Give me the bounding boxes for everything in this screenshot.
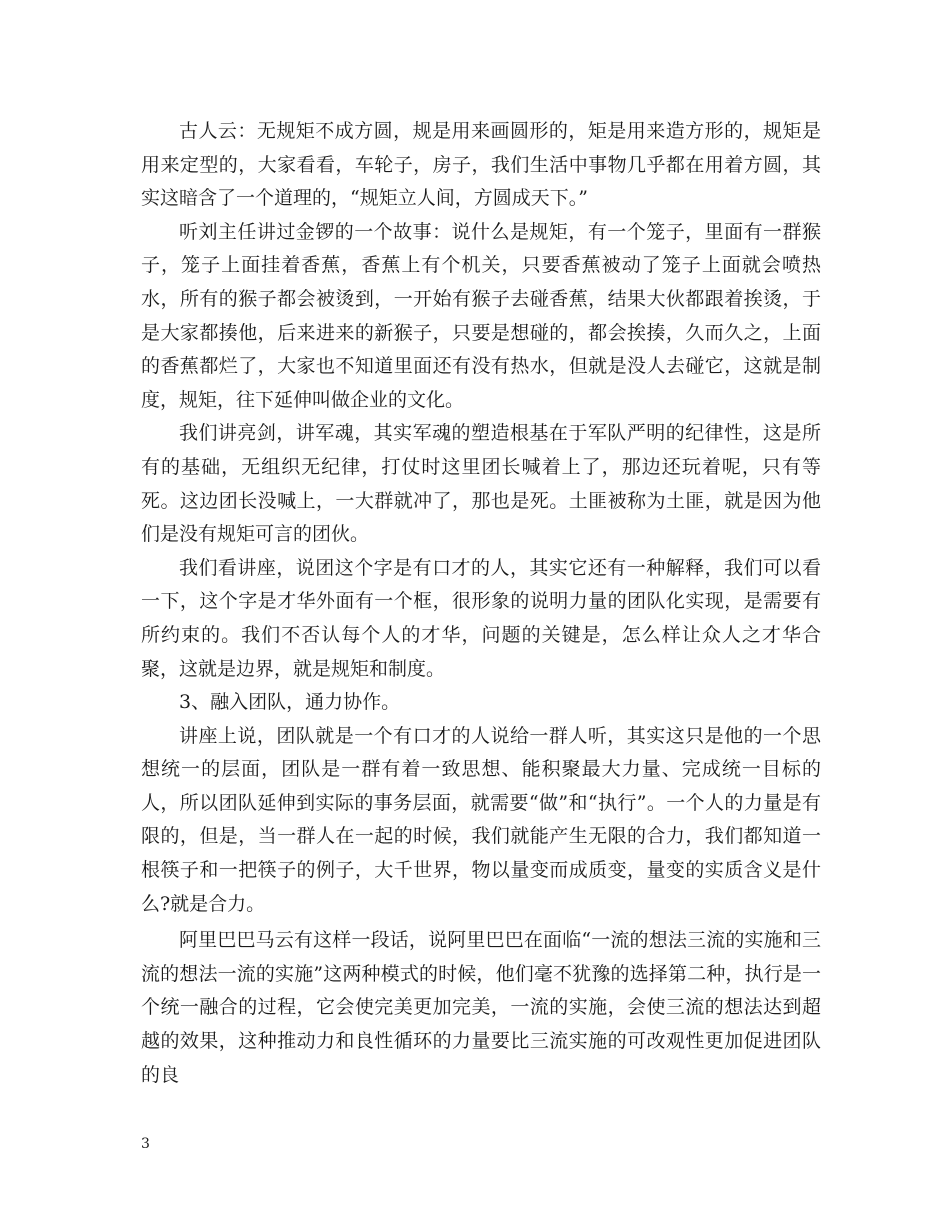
paragraph-team-character: 我们看讲座，说团这个字是有口才的人，其实它还有一种解释，我们可以看一下，这个字是才华外面有一个框，很形象的说明力量的团队化实现，是需要有所约束的。我们不否认每个人的才华，问题的关键是，怎么样让众人之才华合聚，这就是边界，就是规矩和制度。 xyxy=(141,556,821,680)
paragraph-rules-intro: 古人云：无规矩不成方圆，规是用来画圆形的，矩是用来造方形的，规矩是用来定型的，大家看看，车轮子，房子，我们生活中事物几乎都在用着方圆，其实这暗含了一个道理的，“规矩立人间，方圆成天下。” xyxy=(141,120,821,210)
paragraph-team-execution: 讲座上说，团队就是一个有口才的人说给一群人听，其实这只是他的一个思想统一的层面，团队是一群有着一致思想、能积聚最大力量、完成统一目标的人，所以团队延伸到实际的事务层面，就需要“做”和“执行”。一个人的力量是有限的，但是，当一群人在一起的时候，我们就能产生无限的合力，我们都知道一根筷子和一把筷子的例子，大千世界，物以量变而成质变，量变的实质含义是什么?就是合力。 xyxy=(141,724,821,915)
paragraph-army-discipline: 我们讲亮剑，讲军魂，其实军魂的塑造根基在于军队严明的纪律性，这是所有的基础，无组织无纪律，打仗时这里团长喊着上了，那边还玩着呢，只有等死。这边团长没喊上，一大群就冲了，那也是死。土匪被称为土匪，就是因为他们是没有规矩可言的团伙。 xyxy=(141,422,821,546)
paragraph-monkey-story: 听刘主任讲过金锣的一个故事：说什么是规矩，有一个笼子，里面有一群猴子，笼子上面挂着香蕉，香蕉上有个机关，只要香蕉被动了笼子上面就会喷热水，所有的猴子都会被烫到，一开始有猴子去碰香蕉，结果大伙都跟着挨烫，于是大家都揍他，后来进来的新猴子，只要是想碰的，都会挨揍，久而久之，上面的香蕉都烂了，大家也不知道里面还有没有热水，但就是没人去碰它，这就是制度，规矩，往下延伸叫做企业的文化。 xyxy=(141,220,821,411)
section-heading-teamwork: 3、融入团队，通力协作。 xyxy=(179,691,401,714)
document-body xyxy=(141,115,821,1092)
paragraph-alibaba: 阿里巴巴马云有这样一段话，说阿里巴巴在面临“一流的想法三流的实施和三流的想法一流的实施”这两种模式的时候，他们毫不犹豫的选择第二种，执行是一个统一融合的过程，它会使完美更加完美，一流的实施，会使三流的想法达到超越的效果，这种推动力和良性循环的力量要比三流实施的可改观性更加促进团队的良 xyxy=(141,929,821,1086)
page-number: 3 xyxy=(141,1136,150,1152)
